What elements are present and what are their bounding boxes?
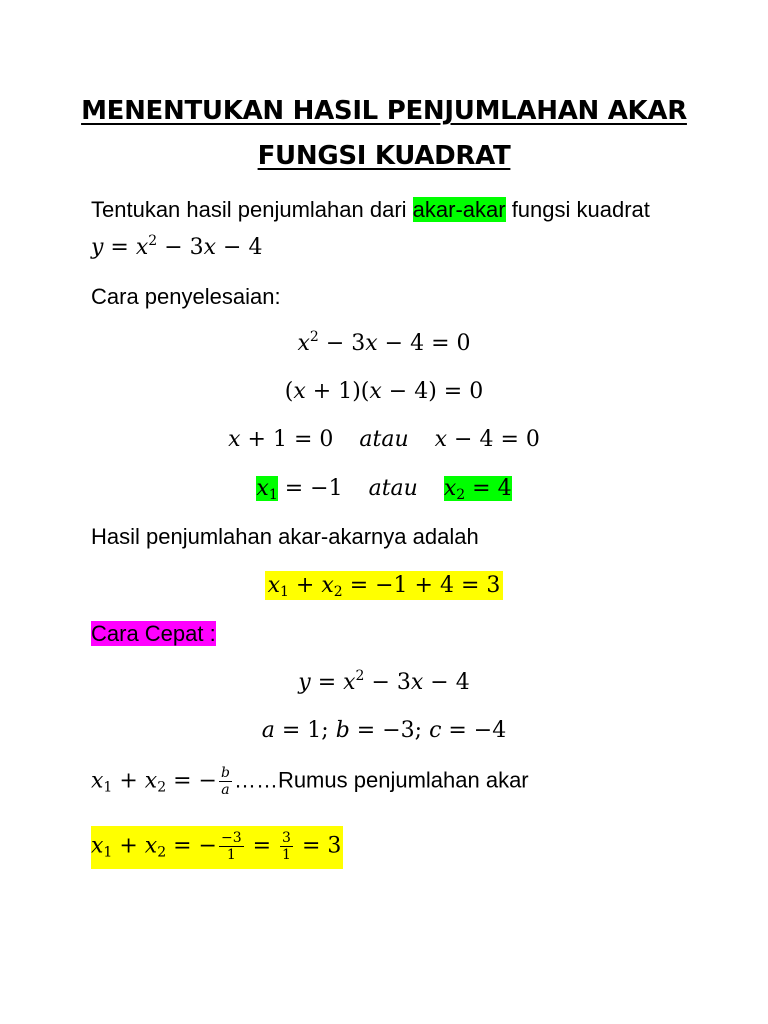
page-title-line-2: FUNGSI KUADRAT	[257, 141, 511, 171]
fraction-3-over-1: $\frac{3}{1}$	[282, 830, 291, 863]
problem-text-after: fungsi kuadrat	[505, 197, 650, 222]
sum-label: Hasil penjumlahan akar-akarnya adalah	[91, 524, 479, 549]
step-equation-1: $x^2 - 3x - 4 = 0$	[297, 329, 471, 356]
quadratic-function: $y = x^2 - 3x - 4$	[91, 233, 263, 260]
fraction-minus3-over-1: $\frac{-3}{1}$	[220, 830, 242, 863]
cara-penyelesaian-label: Cara penyelesaian:	[91, 284, 281, 309]
cara-cepat-label: Cara Cepat :	[91, 621, 216, 646]
sum-formula: $x_1 + x_2$ = − $\frac{b}{a}$ ……Rumus penjumlahan akar	[91, 765, 529, 798]
highlight-akar-akar: akar-akar	[412, 197, 506, 222]
step-factorization: (x + 1)(x − 4) = 0	[284, 379, 484, 404]
problem-text-before: Tentukan hasil penjumlahan dari	[91, 197, 413, 222]
final-result: $x_1 + x_2$ = − $\frac{-3}{1}$ = $\frac{3}{1}$ = 3	[91, 826, 343, 869]
page-title-line-1: MENENTUKAN HASIL PENJUMLAHAN AKAR	[81, 96, 687, 126]
step-roots-values: $x_1 = -1$ atau $x_2 = 4$	[256, 476, 512, 503]
coefficients: a = 1; b = −3; c = −4	[261, 718, 507, 743]
problem-statement	[91, 197, 650, 223]
fraction-b-over-a: $\frac{b}{a}$	[220, 765, 230, 798]
formula-note: ……Rumus penjumlahan akar	[233, 767, 529, 793]
function-repeat: $y = x^2 - 3x - 4$	[298, 668, 470, 695]
root-x2: $x_2 = 4$	[443, 476, 512, 503]
root-x1: $x_1 = -1$	[256, 476, 343, 503]
sum-result: $x_1 + x_2 = -1 + 4 = 3$	[0, 573, 768, 598]
step-roots-equations: x + 1 = 0 atau x − 4 = 0	[228, 427, 540, 452]
